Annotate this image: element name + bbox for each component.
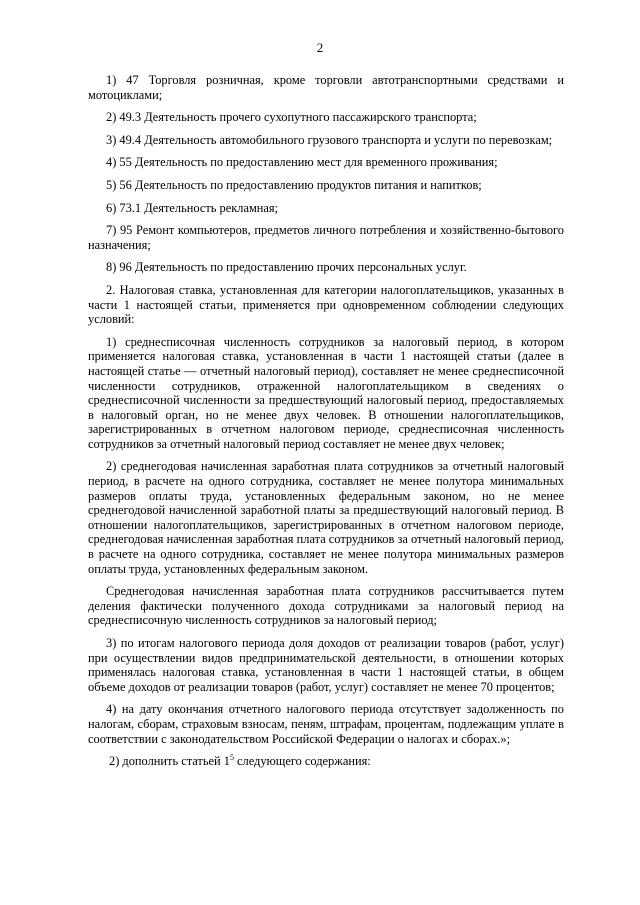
condition-1-headcount: 1) среднесписочная численность сотрудников за налоговый период, в котором применяется налоговая ставка, установленная в части 1 настоящей статьи (далее в настоящей статье — отчетный налоговый период), составляет не менее среднесписочной численности сотрудников, отраженной налогоплательщиком в сведениях о среднесписочной численности за предшествующий налоговый период, предоставляемых в налоговый орган, но не менее двух человек. В отношении налогоплательщиков, зарегистрированных в отчетном налоговом периоде, среднесписочная численность сотрудников за отчетный налоговый период составляет не менее двух человек;	[88, 334, 564, 451]
page-number: 2	[316, 40, 324, 55]
list-item-personal-services: 8) 96 Деятельность по предоставлению прочих персональных услуг.	[106, 260, 467, 275]
list-item-food-services: 5) 56 Деятельность по предоставлению продуктов питания и напитков;	[106, 177, 482, 192]
article-superscript: 5	[229, 753, 234, 763]
list-item-freight-transport: 3) 49.4 Деятельность автомобильного грузового транспорта и услуги по перевозкам;	[106, 132, 553, 147]
list-item-repair: 7) 95 Ремонт компьютеров, предметов личного потребления и хозяйственно-бытового назначения;	[88, 223, 564, 252]
salary-calculation-note: Среднегодовая начисленная заработная плата сотрудников рассчитывается путем деления фактически полученного дохода сотрудниками за налоговый период на среднесписочную численность сотрудников за налоговый период;	[88, 584, 564, 628]
amendment-instruction	[91, 754, 564, 769]
amendment-text-end: следующего содержания:	[233, 754, 371, 769]
section-2-intro: 2. Налоговая ставка, установленная для категории налогоплательщиков, указанных в части 1 настоящей статьи, применяется при одновременном соблюдении следующих условий:	[88, 282, 564, 327]
document-body	[88, 73, 564, 777]
list-item-retail: 1) 47 Торговля розничная, кроме торговли автотранспортными средствами и мотоциклами;	[88, 73, 564, 102]
list-item-passenger-transport: 2) 49.3 Деятельность прочего сухопутного пассажирского транспорта;	[106, 110, 477, 125]
condition-4-no-debt: 4) на дату окончания отчетного налогового периода отсутствует задолженность по налогам, сборам, страховым взносам, пеням, штрафам, процентам, подлежащим уплате в соответствии с законодательством Российской Федерации о налогах и сборах.»;	[88, 702, 564, 746]
condition-3-income-share: 3) по итогам налогового периода доля доходов от реализации товаров (работ, услуг) при осуществлении видов предпринимательской деятельности, в отношении которых применялась налоговая ставка, установленная в части 1 настоящей статьи, в общем объеме доходов от реализации товаров (работ, услуг) составляет не менее 70 процентов;	[88, 636, 564, 694]
amendment-text-start: 2) дополнить статьей 1	[109, 754, 230, 769]
list-item-advertising: 6) 73.1 Деятельность рекламная;	[106, 200, 279, 215]
list-item-accommodation: 4) 55 Деятельность по предоставлению мест для временного проживания;	[106, 155, 498, 170]
condition-2-salary: 2) среднегодовая начисленная заработная плата сотрудников за отчетный налоговый период, в расчете на одного сотрудника, составляет не менее полутора минимальных размеров оплаты труда, установленных федеральным законом, но не менее среднегодовой начисленной заработной платы за предшествующий налоговый период. В отношении налогоплательщиков, зарегистрированных в отчетном налоговом периоде, среднегодовая начисленная заработная плата сотрудников за отчетный налоговый период, в расчете на одного сотрудника, составляет не менее полутора минимальных размеров оплаты труда, установленных федеральным законом.	[88, 459, 564, 576]
